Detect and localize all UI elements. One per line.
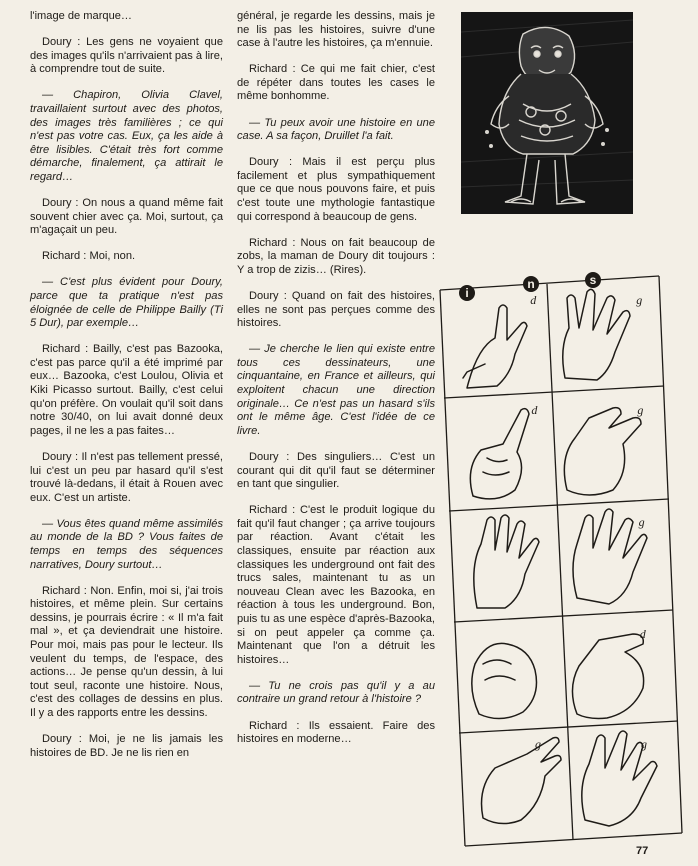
right-column-paragraph: — Tu peux avoir une histoire en une case. A sa façon, Druillet l'a fait. <box>237 116 435 143</box>
right-column-paragraph: Richard : Ils essaient. Faire des histoires en moderne… <box>237 719 435 746</box>
text-column-left <box>30 10 223 773</box>
hands-chart <box>437 268 685 850</box>
right-column-paragraph: — Tu ne crois pas qu'il y a au contraire un grand retour à l'histoire ? <box>237 679 435 706</box>
right-column-paragraph: Doury : Quand on fait des histoires, elles ne sont pas perçues comme des histoires. <box>237 290 435 330</box>
hand-label: g <box>636 293 643 307</box>
left-column-paragraph: Richard : Moi, non. <box>42 250 136 263</box>
illustration-photo <box>461 12 633 214</box>
left-column-paragraph: Doury : Il n'est pas tellement pressé, lui c'est un peu par hasard qu'il s'est trouvé là-dedans, il était à Rouen avec eux. C'est un artiste. <box>30 450 223 504</box>
right-column-paragraph: Richard : Nous on fait beaucoup de zobs, la maman de Doury dit toujours : Y a trop de zizis… (Rires). <box>237 236 435 276</box>
text-column-right <box>237 10 435 759</box>
hand-label: g <box>637 403 644 417</box>
hand-label: g <box>641 737 647 751</box>
left-column-paragraph: Doury : Moi, je ne lis jamais les histoires de BD. Je ne lis rien en <box>30 733 223 759</box>
svg-text:n: n <box>527 277 535 291</box>
left-column-paragraph: — Chapiron, Olivia Clavel, travaillaient surtout avec des photos, des images très familières ; ce qui n'est pas votre cas. Eux, ça les aide à être lisibles. C'était très fort comme démarche, finalement, ça attirait le regard… <box>30 89 223 183</box>
right-column-paragraph: Doury : Des singuliers… C'est un courant qui dit qu'il faut se déterminer en tant que singulier. <box>237 450 435 491</box>
svg-text:s: s <box>589 273 597 287</box>
left-column-paragraph: Richard : Non. Enfin, moi si, j'ai trois histoires, et même plein. Sur certains dessins, je pourrais écrire : « Il m'a fait mal », et ça deviendrait une histoire. Pour moi, mais pas pour le lecteur. Ils veulent du temps, de l'espace, des actions… Je pense qu'un dessin, à lui tout seul, raconte une histoire. Nous, c'est des collages de dessins en plus. Il y a des rapports entre les dessins. <box>30 584 223 720</box>
left-column-paragraph: — C'est plus évident pour Doury, parce que ta pratique n'est pas éloignée de celle de Philippe Bailly (Ti 5 Dur), par exemple… <box>30 276 223 330</box>
right-column-paragraph: — Je cherche le lien qui existe entre tous ces dessinateurs, une cinquantaine, en France et ailleurs, qui exploitent chacun une direction originale… Ce n'est pas un hasard s'ils ont le même âge. C'est l'idée de ce livre. <box>237 343 435 437</box>
left-column-paragraph: Doury : Les gens ne voyaient que des images qu'ils n'arrivaient pas à lire, à comprendre tout de suite. <box>30 36 223 76</box>
left-column-paragraph: — Vous êtes quand même assimilés au monde de la BD ? Vous faites de temps en temps des séquences narratives, Doury surtout… <box>30 517 223 571</box>
hand-label: d <box>531 403 538 417</box>
hand-label: d <box>530 293 537 307</box>
hand-label: d <box>639 627 646 641</box>
header-letter-i <box>459 285 475 301</box>
header-letter-s <box>585 272 601 288</box>
left-column-paragraph: Doury : On nous a quand même fait souvent chier avec ça. Moi, surtout, ça m'agaçait un peu. <box>30 197 223 237</box>
hand-label: g <box>535 737 541 751</box>
right-column-paragraph: Richard : C'est le produit logique du fait qu'il faut changer ; ça arrive toujours par réaction. Avant c'était les classiques, ensuite par réaction aux classiques les underground ont fait des trucs sales, maintenant tu as un nouveau Clean avec les Bazooka, en réaction à tous les underground. Bon, puis tu as une espèce d'après-Bazooka, si on peut appeler ça comme ça. Maintenant que l'on a détruit les histoires… <box>237 504 435 666</box>
left-column-paragraph: Richard : Bailly, c'est pas Bazooka, c'est pas parce qu'il a été imprimé par eux… Bazooka, c'est Loulou, Olivia et Kiki Picasso surtout. Bailly, c'est celui qu'on préfère. On voulait qu'il soit dans notre 30/40, on lui avait donné deux pages, il ne les a pas faites… <box>30 343 223 437</box>
page-number: 77 <box>636 845 649 857</box>
right-column-paragraph: Richard : Ce qui me fait chier, c'est de répéter dans toutes les cases le même bonhomme. <box>237 63 435 103</box>
right-column-paragraph: Doury : Mais il est perçu plus facilement et plus sympathiquement que ce que nous pouvons faire, et puis c'est toute une mythologie fantastique qui correspond à beaucoup de gens. <box>237 156 435 223</box>
header-letter-n <box>523 276 539 292</box>
svg-text:i: i <box>465 286 469 300</box>
right-column-paragraph: général, je regarde les dessins, mais je ne lis pas les histoires, suivre d'une case à l'autre les histoires, ça m'ennuie. <box>237 10 435 50</box>
left-column-paragraph: l'image de marque… <box>30 10 133 22</box>
hand-label: g <box>638 515 645 529</box>
